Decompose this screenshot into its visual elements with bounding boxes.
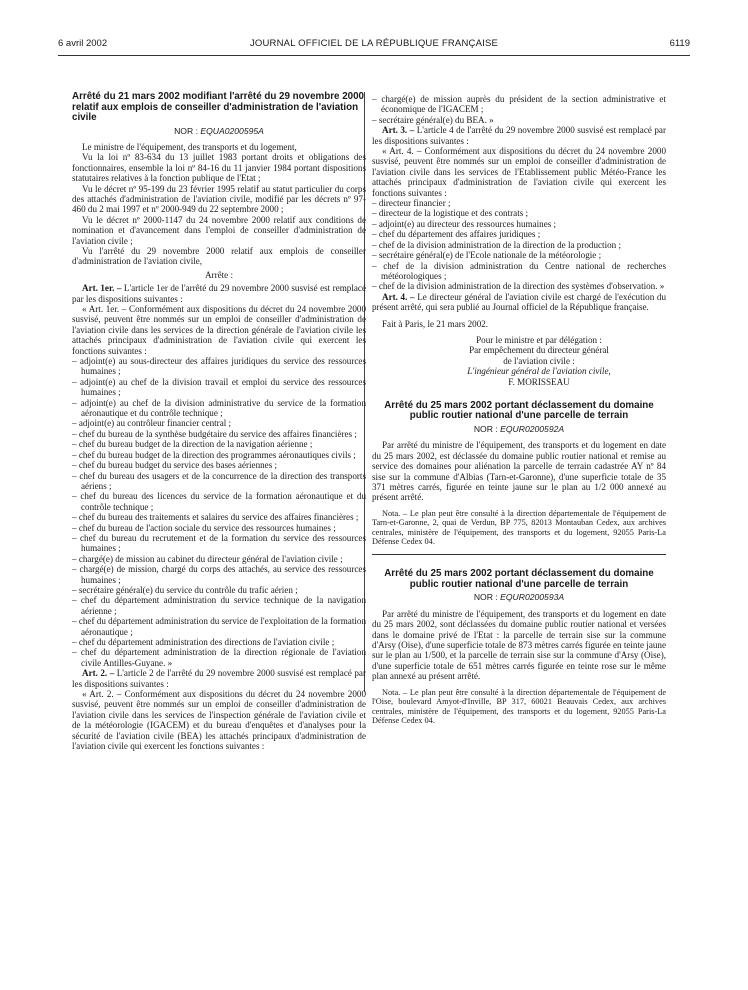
arrete-heading: Arrête : [204, 269, 234, 280]
signature-place-date: Fait à Paris, le 21 mars 2002. [382, 318, 489, 329]
list-item: – adjoint(e) au chef de la division administrative du service de la formation aéronautique et du contrôle technique ; [72, 397, 366, 419]
article-3-quote: « Art. 4. – Conformément aux dispositions du décret du 24 novembre 2000 susvisé, peuvent être nommés sur un emploi de conseiller d'administration de l'aviation civile dans les services de l'Etablissement public Météo-France les attachés principaux d'administration de l'aviation civile qui exercent les fonctions suivantes : [372, 146, 666, 198]
preamble-paragraph: Vu le décret nº 2000-1147 du 24 novembre 2000 relatif aux conditions de nomination et d'avancement dans l'emploi de conseiller d'administration de l'aviation civile ; [72, 214, 366, 246]
list-item: – chef du bureau du recrutement et de la formation du service des ressources humaines ; [72, 532, 366, 554]
list-item: – chargé(e) de mission, chargé du corps des attachés, au service des ressources humaines ; [72, 564, 366, 585]
signatory-name: F. MORISSEAU [508, 376, 570, 387]
nor-reference: NOR : EQUA0200595A [174, 125, 264, 136]
article-2-quote: « Art. 2. – Conformément aux dispositions du décret du 24 novembre 2000 susvisé, peuvent être nommés sur un emploi de conseiller d'administration de l'aviation civile dans les services de l'inspection générale de l'aviation civile et de la météorologie (IGACEM) et du bureau d'enquêtes et d'analyses pour la sécurité de l'aviation civile (BEA) les attachés principaux d'administration de l'aviation civile qui exercent les fonctions suivantes : [72, 689, 366, 752]
right-column [372, 94, 666, 725]
section-divider [372, 554, 666, 555]
list-item: – chef du bureau des traitements et salaires du service des affaires financières ; [72, 512, 359, 523]
nor-reference: NOR : EQUR0200593A [473, 592, 565, 603]
article-3: Art. 3. – L'article 4 de l'arrêté du 29 novembre 2000 susvisé est remplacé par les dispositions suivantes : [372, 125, 666, 146]
function-list [72, 356, 366, 668]
signature-block [372, 335, 666, 387]
list-item: – adjoint(e) au directeur des ressources humaines ; [372, 218, 557, 229]
list-item: – adjoint(e) au sous-directeur des affaires juridiques du service des ressources humaines ; [72, 356, 366, 377]
signature-line: Par empêchement du directeur général [469, 345, 609, 356]
nor-reference: NOR : EQUR0200592A [473, 423, 565, 434]
list-item: – chargé(e) de mission au cabinet du directeur général de l'aviation civile ; [72, 553, 343, 564]
list-item: – chef de la division administration de la direction des systèmes d'observation. » [372, 281, 665, 292]
preamble-paragraph: Vu la loi nº 83-634 du 13 juillet 1983 portant droits et obligations des fonctionnaires, ensemble la loi nº 84-16 du 11 janvier 1984 portant dispositions statutaires relatives à la fonction publique de l'Etat ; [72, 152, 366, 184]
list-item: – chef de la division administration du Centre national de recherches météorologiques ; [372, 260, 666, 281]
preamble-paragraph: Vu le décret nº 95-199 du 23 février 1995 relatif au statut particulier du corps des attachés d'administration de l'aviation civile, modifié par les décrets nº 97-460 du 2 mai 1997 et nº 2000-949 du 22 septembre 2000 ; [72, 183, 366, 215]
list-item: – secrétaire général(e) de l'Ecole nationale de la météorologie ; [372, 250, 602, 261]
preamble-paragraph: Le ministre de l'équipement, des transports et du logement, [82, 141, 297, 152]
decree-2-note: Nota. – Le plan peut être consulté à la direction départementale de l'équipement de Tarn-et-Garonne, 2, quai de Verdun, BP 775, 82013 Montauban Cedex, aux archives centrales, ministère de l'équipement, des transports et du logement, 92055 Paris-La Défense Cedex 04. [372, 508, 666, 547]
list-item: – chef du bureau de l'action sociale du service des ressources humaines ; [72, 522, 336, 533]
list-item: – adjoint(e) au contrôleur financier central ; [72, 418, 232, 429]
list-item: – chef du bureau des usagers et de la concurrence de la direction des transports aériens ; [72, 470, 366, 491]
preamble-paragraph: Vu l'arrêté du 29 novembre 2000 relatif aux emplois de conseiller d'administration de l'aviation civile, [72, 245, 366, 267]
list-item: – chef du département des affaires juridiques ; [372, 229, 541, 240]
decree-3-note: Nota. – Le plan peut être consulté à la direction départementale de l'équipement de l'Oise, boulevard Amyot-d'Inville, BP 317, 60021 Beauvais Cedex, aux archives centrales, ministère de l'équipement, des transports et du logement, 92055 Paris-La Défense Cedex 04. [372, 687, 666, 725]
list-item: – secrétaire général(e) du BEA. » [372, 114, 494, 125]
list-item: – chef de la division administration de la direction de la production ; [372, 239, 621, 250]
issue-date: 6 avril 2002 [58, 38, 108, 49]
article-2: Art. 2. – L'article 2 de l'arrêté du 29 novembre 2000 susvisé est remplacé par les dispositions suivantes : [72, 668, 366, 689]
page-number: 6119 [669, 38, 690, 49]
list-item: – chef du bureau budget de la direction des programmes aéronautiques civils ; [72, 449, 356, 460]
decree-2-body: Par arrêté du ministre de l'équipement, des transports et du logement en date du 25 mars 2002, est déclassée du domaine public routier national et remise au service des domaines pour aliénation la parcelle de terrain cadastrée AY nº 84 sise sur la commune d'Albias (Tarn-et-Garonne), d'une superficie totale de 35 371 mètres carrés, figurée en teinte jaune sur le plan au 1/2 000 annexé au présent arrêté. [372, 440, 666, 503]
header-rule [58, 55, 690, 56]
list-item: – chef du département administration de la direction régionale de l'aviation civile Antilles-Guyane. » [72, 647, 366, 668]
list-item: – adjoint(e) au chef de la division travail et emploi du service des ressources humaines ; [72, 376, 366, 398]
article-1: Art. 1er. – L'article 1er de l'arrêté du 29 novembre 2000 susvisé est remplacé par les dispositions suivantes : [72, 283, 366, 304]
list-item: – secrétaire général(e) du service du contrôle du trafic aérien ; [72, 584, 298, 595]
decree-3-title: Arrêté du 25 mars 2002 portant déclassement du domaine public routier national d'une parcelle de terrain [384, 568, 654, 590]
signature-line: Pour le ministre et par délégation : [476, 334, 602, 345]
page-header [58, 38, 690, 52]
list-item: – chargé(e) de mission auprès du président de la section administrative et économique de l'IGACEM ; [372, 94, 666, 115]
decree-title: Arrêté du 21 mars 2002 modifiant l'arrêté du 29 novembre 2000 relatif aux emplois de conseiller d'administration de l'aviation civile [72, 91, 365, 123]
list-item: – chef du département administration du service de l'exploitation de la formation aéronautique ; [72, 616, 366, 637]
list-item: – chef du département administration du service technique de la navigation aérienne ; [72, 595, 366, 616]
list-item: – chef du département administration des directions de l'aviation civile ; [72, 637, 335, 647]
decree-2-title: Arrêté du 25 mars 2002 portant déclassement du domaine public routier national d'une parcelle de terrain [384, 399, 654, 422]
article-4: Art. 4. – Le directeur général de l'aviation civile est chargé de l'exécution du présent arrêté, qui sera publié au Journal officiel de la République française. [372, 291, 666, 313]
list-item: – directeur financier ; [372, 198, 451, 209]
list-item: – chef du bureau des licences du service de la formation aéronautique et du contrôle technique ; [72, 491, 366, 512]
article-1-quote: « Art. 1er. – Conformément aux dispositions du décret du 24 novembre 2000 susvisé, peuvent être nommés sur un emploi de conseiller d'administration de l'aviation civile dans les services de la direction générale de l'aviation civile les attachés principaux d'administration de l'aviation civile qui exercent les fonctions suivantes : [72, 304, 366, 356]
left-column [72, 92, 366, 751]
decree-3-body: Par arrêté du ministre de l'équipement, des transports et du logement en date du 25 mars 2002, sont déclassées du domaine public routier national et versées dans le domaine privé de l'Etat : la parcelle de terrain sise sur la commune d'Arsy (Oise), d'une superficie totale de 873 mètres carrés figurée en teinte jaune sur le plan au 1/500, et la parcelle de terrain sise sur la commune d'Arsy (Oise), d'une superficie totale de 651 mètres carrés figurée en teinte rose sur le même plan annexé au présent arrêté. [372, 608, 666, 682]
journal-title: JOURNAL OFFICIEL DE LA RÉPUBLIQUE FRANÇAISE [249, 38, 499, 49]
list-item: – directeur de la logistique et des contrats ; [372, 208, 529, 219]
list-item: – chef du bureau de la synthèse budgétaire du service des affaires financières ; [72, 428, 357, 439]
signature-line: de l'aviation civile : [503, 355, 575, 366]
signature-line: L'ingénieur général de l'aviation civile, [467, 366, 611, 377]
list-item: – chef du bureau budget de la direction de la navigation aérienne ; [72, 439, 313, 450]
list-item: – chef du bureau budget du service des bases aériennes ; [72, 460, 278, 471]
